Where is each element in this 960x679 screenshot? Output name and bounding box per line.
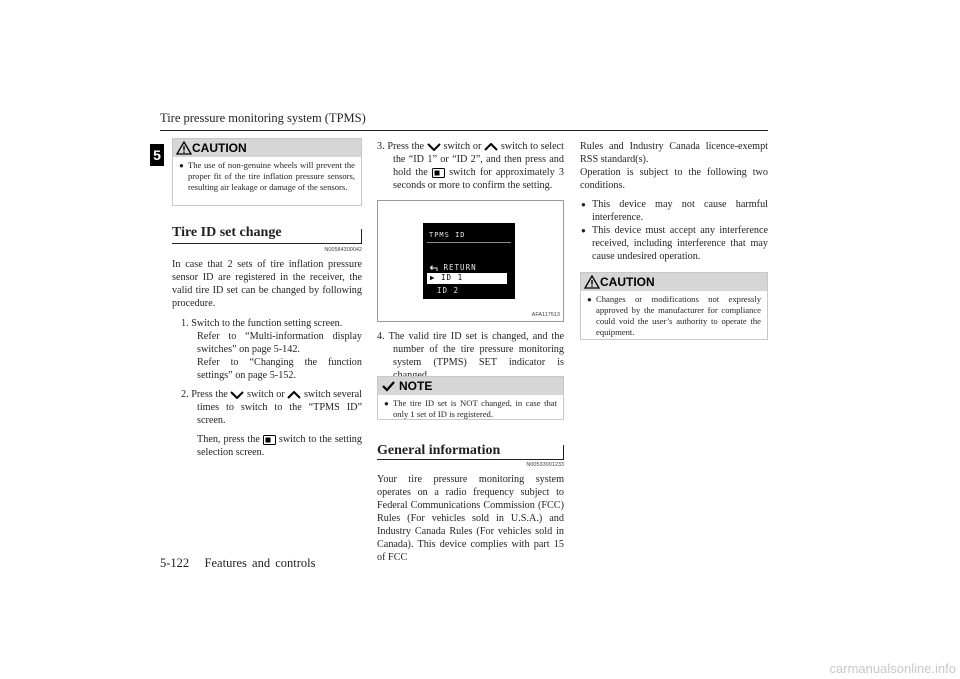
step-3-text-d: switch for approximately 3 seconds or more to confirm the setting. [393,167,564,191]
note-box [377,376,564,420]
section-code: N00584300042 [324,247,362,253]
return-arrow-icon [429,265,438,272]
section-title: Tire ID set change [172,225,282,240]
display-item-return [429,263,477,272]
intro-paragraph: In case that 2 sets of tire inflation pressure sensor ID are registered in the receiver, the valid tire ID set can be changed by following procedure. [172,259,362,309]
steps-list [172,317,362,459]
condition-item-1 [580,198,768,224]
note-bullet [378,395,563,424]
caution-header [581,273,767,291]
display-switch-icon [432,168,445,178]
warning-triangle-icon [584,275,600,289]
caution-label: CAUTION [192,141,247,155]
step-4 [377,330,564,382]
chevron-up-icon [287,391,301,399]
step-1: 1. Switch to the function setting screen. [181,318,343,329]
section-title: General information [377,443,501,458]
step-3-text [377,140,564,192]
general-cont-text: Rules and Industry Canada licence-exempt RSS standard(s). [580,141,768,165]
chevron-down-icon [427,143,441,151]
bullet-icon: ● [581,200,586,209]
condition-item-2 [580,224,768,263]
caution-bullet [581,291,767,342]
page-number: 5-122 [160,556,190,570]
step-3 [377,140,564,192]
note-label: NOTE [399,379,433,393]
display-item-label: RETURN [443,263,477,272]
caution-box-fcc [580,272,768,340]
step-3-text-c: switch to select the “ID 1” or “ID 2”, and then press and hold the [393,141,565,178]
page-header: Tire pressure monitoring system (TPMS) [160,111,366,125]
section-rule [377,459,564,460]
caution-label: CAUTION [600,275,655,289]
condition-text: This device must accept any interference received, including interference that may cause undesired operation. [592,225,768,262]
caution-text: Changes or modifications not expressly approved by the manufacturer for compliance could void the user’s authority to operate the equipment. [596,294,761,337]
watermark: carmanualsonline.info [829,661,956,676]
page-footer [160,556,315,571]
condition-text: This device may not cause harmful interference. [592,199,768,223]
section-tick [563,445,564,459]
caution-header [173,139,361,157]
check-icon [381,380,396,392]
note-text: The tire ID set is NOT changed, in case that only 1 set of ID is registered. [393,398,557,419]
display-item-id1-selected [427,273,507,284]
step-2-text-c: switch several times to switch to the “TPMS ID” screen. [197,389,363,426]
step-2-text-a: 2. Press the [181,389,228,400]
caution-text: The use of non-genuine wheels will prevent the proper fit of the tire inflation pressure sensors, resulting air leakage or damage of the sensors. [188,160,355,192]
section-heading-tire-id [172,225,362,241]
figure-code: AFA117513 [531,312,560,318]
step-2-text-b: switch or [247,389,285,400]
note-header [378,377,563,395]
step-3-text-b: switch or [443,141,482,152]
chapter-tab: 5 [150,144,164,166]
display-item-id2: ID 2 [437,286,460,295]
display-title: TPMS ID [429,231,466,239]
step-2-text-d: Then, press the [197,434,260,445]
caution-bullet [173,157,361,197]
tpms-id-figure [377,200,564,322]
step-2 [181,388,362,427]
display-divider [427,242,511,243]
step-4-text: 4. The valid tire ID set is changed, and the number of the tire pressure monitoring system (TPMS) SET indicator is [377,331,564,368]
bullet-icon: ● [581,226,586,235]
header-rule [160,130,768,131]
general-paragraph: Your tire pressure monitoring system operates on a radio frequency subject to Federal Communications Commission (FCC) Rules (For vehicles sold in U.S.A.) and Industry Canada Rules (For vehicles sold in Canada). This device complies with part 15 of FCC [377,474,564,563]
selection-cursor-icon: ▶ [430,273,436,282]
display-item-label: ID 1 [441,273,464,282]
chevron-down-icon [230,391,244,399]
tire-id-body [172,258,362,459]
operation-text: Operation is subject to the following two conditions. [580,167,768,191]
display-switch-icon [263,435,276,445]
section-tick [361,229,362,243]
step-1-ref-2: Refer to “Changing the function settings” on page 5-152. [197,357,362,381]
caution-box [172,138,362,206]
general-continued [580,140,768,263]
section-rule [172,243,362,244]
step-1-ref-1: Refer to “Multi-information display switches” on page 5-142. [197,331,362,355]
step-3-text-a: 3. Press the [377,141,425,152]
bullet-icon: ● [587,295,592,304]
section-heading-general [377,441,564,459]
section-code: N00533001233 [526,462,564,468]
warning-triangle-icon [176,141,192,155]
step-2-text-e: switch to the setting selection screen. [197,434,362,458]
tpms-display-screen [423,223,515,299]
bullet-icon: ● [179,161,184,170]
step-2-continued [181,433,362,459]
bullet-icon: ● [384,399,389,408]
footer-section: Features and controls [204,556,316,570]
chevron-up-icon [484,143,498,151]
